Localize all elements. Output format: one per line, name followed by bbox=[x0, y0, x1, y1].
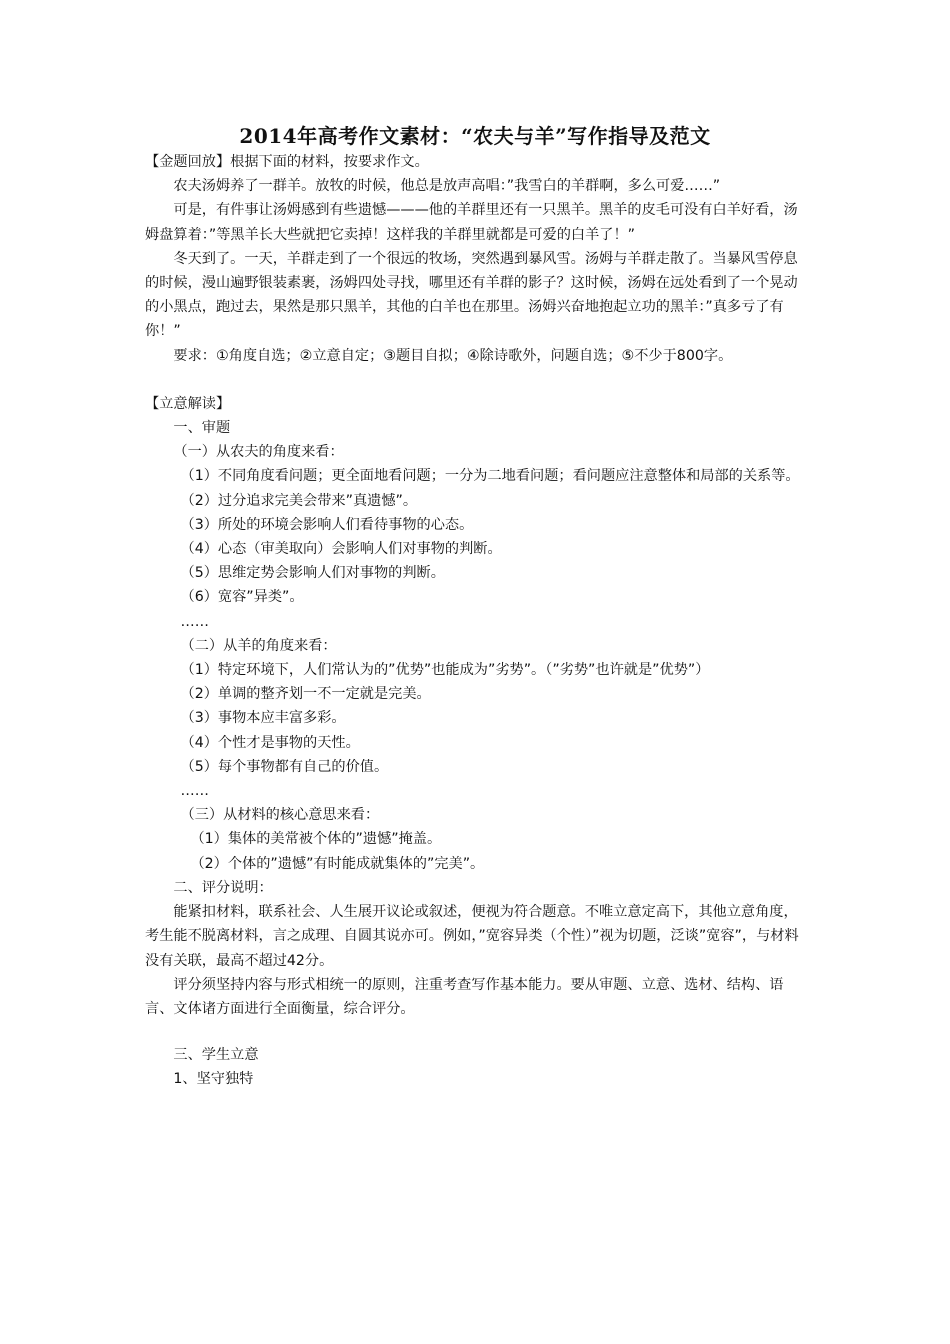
farmer-point-4: （4）心态（审美取向）会影响人们对事物的判断。 bbox=[180, 541, 502, 558]
analysis-heading: 【立意解读】 bbox=[145, 395, 231, 412]
document-title: 2014年高考作文素材：“农夫与羊”写作指导及范文 bbox=[239, 124, 711, 148]
sheep-point-2: （2）单调的整齐划一不一定就是完美。 bbox=[180, 686, 431, 703]
sheep-perspective-heading: （二）从羊的角度来看： bbox=[180, 637, 337, 654]
sheep-point-1: （1）特定环境下，人们常认为的”优势”也能成为”劣势”。（”劣势”也许就是”优势”） bbox=[180, 662, 710, 679]
sheep-point-4: （4）个性才是事物的天性。 bbox=[180, 734, 360, 751]
farmer-point-5: （5）思维定势会影响人们对事物的判断。 bbox=[180, 565, 445, 582]
document-body bbox=[145, 150, 805, 1092]
farmer-point-3: （3）所处的环境会影响人们看待事物的心态。 bbox=[180, 516, 474, 533]
requirements: 要求：①角度自选；②立意自定；③题目自拟；④除诗歌外，问题自选；⑤不少于800字。 bbox=[173, 347, 733, 364]
section-one-heading: 一、审题 bbox=[173, 420, 231, 437]
section-three-heading: 三、学生立意 bbox=[173, 1047, 259, 1064]
farmer-point-6: （6）宽容”异类”。 bbox=[180, 589, 304, 606]
farmer-perspective-heading: （一）从农夫的角度来看： bbox=[173, 444, 344, 461]
core-point-1: （1）集体的美常被个体的”遗憾”掩盖。 bbox=[190, 831, 442, 848]
scoring-paragraph-1: 能紧扣材料，联系社会、人生展开议论或叙述，便视为符合题意。不唯立意定高下，其他立意角度，考生能不脱离材料，言之成理、自圆其说亦可。例如，”宽容异类（个性）”视为切题，泛谈”宽容”，与材料没有关联，最高不超过42分。 bbox=[145, 904, 799, 969]
story-paragraph-1: 农夫汤姆养了一群羊。放牧的时候，他总是放声高唱：”我雪白的羊群啊，多么可爱……” bbox=[173, 178, 721, 195]
core-meaning-heading: （三）从材料的核心意思来看： bbox=[180, 807, 380, 824]
story-paragraph-3: 冬天到了。一天，羊群走到了一个很远的牧场，突然遇到暴风雪。汤姆与羊群走散了。当暴风雪停息的时候，漫山遍野银装素裹，汤姆四处寻找，哪里还有羊群的影子？这时候，汤姆在远处看到了一个晃动的小黑点，跑过去，果然是那只黑羊，其他的白羊也在那里。汤姆兴奋地抱起立功的黑羊：”真多亏了有你！” bbox=[145, 250, 798, 340]
ellipsis: …… bbox=[180, 783, 209, 800]
core-point-2: （2）个体的”遗憾”有时能成就集体的”完美”。 bbox=[190, 855, 485, 872]
farmer-point-1: （1）不同角度看问题；更全面地看问题；一分为二地看问题；看问题应注意整体和局部的关系等。 bbox=[180, 468, 800, 485]
farmer-point-2: （2）过分追求完美会带来”真遗憾”。 bbox=[180, 492, 418, 509]
spacer bbox=[145, 368, 805, 392]
student-theme-1: 1、坚守独特 bbox=[173, 1071, 254, 1088]
sheep-point-3: （3）事物本应丰富多彩。 bbox=[180, 710, 346, 727]
ellipsis: …… bbox=[180, 613, 209, 630]
prompt-heading: 【金题回放】根据下面的材料，按要求作文。 bbox=[145, 154, 429, 170]
story-paragraph-2: 可是，有件事让汤姆感到有些遗憾———他的羊群里还有一只黑羊。黑羊的皮毛可没有白羊好看，汤姆盘算着：”等黑羊长大些就把它卖掉！这样我的羊群里就都是可爱的白羊了！” bbox=[145, 202, 798, 243]
scoring-paragraph-2: 评分须坚持内容与形式相统一的原则，注重考查写作基本能力。要从审题、立意、选材、结构、语言、文体诸方面进行全面衡量，综合评分。 bbox=[145, 976, 784, 1017]
spacer bbox=[145, 1021, 805, 1043]
sheep-point-5: （5）每个事物都有自己的价值。 bbox=[180, 758, 389, 775]
section-two-heading: 二、评分说明： bbox=[173, 879, 273, 896]
